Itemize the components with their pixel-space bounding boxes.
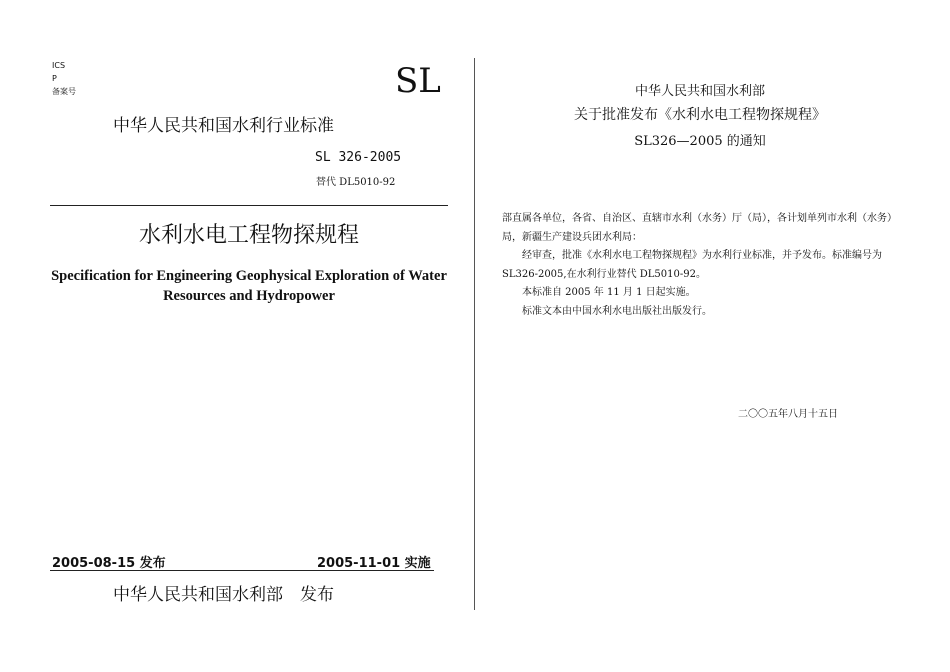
effective-date: 2005-11-01 实施: [317, 556, 431, 571]
notice-paragraph: 标准文本由中国水利水电出版社出版发行。: [522, 305, 712, 317]
notice-body: [502, 210, 902, 321]
notice-addressees: 部直属各单位，各省、自治区、直辖市水利（水务）厅（局），各计划单列市水利（水务）局，新疆生产建设兵团水利局：: [502, 213, 897, 243]
sl-mark: SL: [395, 61, 441, 101]
title-english: Specification for Engineering Geophysical Exploration of Water Resources and Hydropower: [51, 268, 447, 304]
notice-heading-title: 关于批准发布《水利水电工程物探规程》: [574, 107, 826, 123]
ics-label: ICS: [52, 61, 66, 70]
publisher: 中华人民共和国水利部 发布: [113, 585, 334, 605]
replaces-standard: 替代 DL5010-92: [316, 177, 396, 188]
title-chinese: 水利水电工程物探规程: [138, 223, 359, 248]
notice-heading-ministry: 中华人民共和国水利部: [634, 84, 765, 99]
issue-date: 2005-08-15 发布: [52, 556, 166, 571]
standard-number: SL 326-2005: [315, 150, 402, 165]
notice-paragraph: 本标准自 2005 年 11 月 1 日起实施。: [522, 287, 696, 298]
top-divider-line: [50, 205, 448, 206]
notice-heading-number: SL326—2005 的通知: [634, 134, 766, 149]
filing-number-label: 备案号: [52, 87, 76, 96]
standard-type: 中华人民共和国水利行业标准: [113, 116, 334, 136]
bottom-divider-line: [50, 570, 434, 571]
page-divider: [474, 58, 475, 610]
p-label: P: [52, 74, 57, 83]
notice-sign-date: 二〇〇五年八月十五日: [738, 409, 838, 420]
notice-paragraph: 经审查，批准《水利水电工程物探规程》为水利行业标准，并予发布。标准编号为 SL326-2005,在水利行业替代 DL5010-92。: [502, 250, 882, 280]
